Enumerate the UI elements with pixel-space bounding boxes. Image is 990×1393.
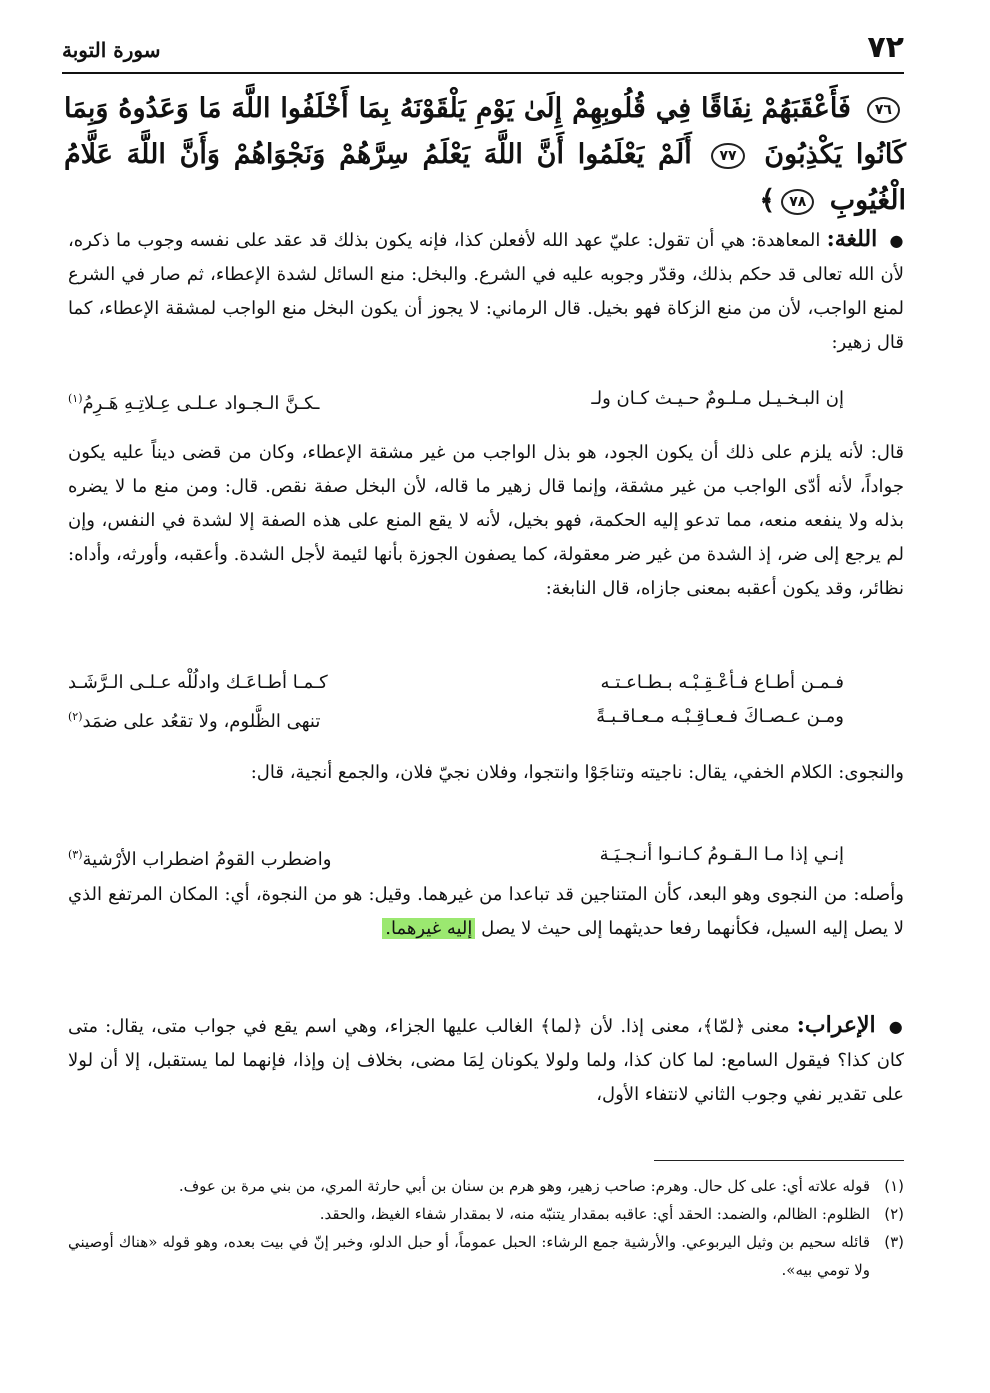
poem-line: [68, 700, 844, 739]
paragraph-explanation: قال: لأنه يلزم على ذلك أن يكون الجود، هو بذل الواجب من غير مشقة الإعطاء، وكان من قضى ديناً عليه يكون جواداً، لأنه أدّى الواجب من غير مشقة، وإنما قال زهير ما قاله، لأن البخل صفة نقص. قال: ومن منع ما لا يضره بذله ولا ينفعه منعه، مما تدعو إليه الحكمة، فهو بخيل، لأنه لا يقع المنع على هذه الصفة إلا لشدة في النفس، وإن لم يرجع إلى ضر، إذ الشدة من غير ضر معقولة، كما يصفون الجوزة بأنها لئيمة لأجل الشدة. وأعقبه، وأورثه، وأداه: نظائر، وقد يكون أعقبه بمعنى جازاه، قال النابغة:: [68, 442, 904, 599]
hemistich-right: فـمـن أطـاع فـأعْـقِـبْـه بـطـاعـتـه: [600, 672, 844, 693]
page-number: ٧٢: [867, 30, 904, 65]
lugha-paragraph-2: والبخل: منع السائل لشدة الإعطاء، ثم صار في الشرع لمنع الواجب، لأن من منع الزكاة فهو بخيل. قال الرماني: لا يجوز أن يكون البخل منع الواجب لمشقة الإعطاء، كما قال زهير:: [68, 264, 904, 353]
paragraph-origin: [68, 878, 904, 946]
page-header: [62, 28, 904, 68]
poem-line: [68, 382, 844, 421]
ayah-number-78: ٧٨: [781, 189, 814, 215]
footnote-text: قوله علاته أي: على كل حال. وهرم: صاحب زهير، وهو هرم بن سنان بن أبي حارثة المري، من بني مرة بن عوف.: [178, 1177, 870, 1195]
footnote-number: (١): [884, 1177, 904, 1195]
hemistich-left: تنهى الظَّلوم، ولا تقعُد على ضمَد$^{(٢)}$: [68, 710, 321, 732]
hemistich-left: واضطرب القومُ اضطراب الأرْشية$^{(٣)}$: [68, 848, 332, 870]
footnote-divider: [654, 1160, 904, 1161]
poem-suhaym: [68, 838, 844, 877]
header-rule: [62, 72, 904, 74]
poem-line: [68, 838, 844, 877]
poem-zuhair: [68, 382, 844, 421]
footnote-ref-1: (١): [68, 392, 83, 405]
footnote-ref-2: (٢): [68, 710, 83, 723]
hemistich-right: إنـي إذا مـا الـقـومُ كـانـوا أنـجـيَـة: [599, 844, 844, 865]
origin-text: وأصله: من النجوى وهو البعد، كأن المتناجين قد تباعدا من غيرهما. وقيل: هو من النجوة، أي: المكان المرتفع الذي لا يصل إليه السيل، فكأنهما رفعا حديثهما إلى حيث لا يصل: [68, 884, 905, 939]
hemistich-left: كـمـا أطـاعَـك وادلُلْه عـلـى الـرَّشَـد: [68, 672, 328, 693]
footnote-text: قائله سحيم بن وثيل اليربوعي. والأرشية جمع الرشاء: الحبل عموماً، أو حبل الدلو، وخبر إنّ في بيت بعده، وهو قوله «هناك أوصيني ولا تومي بيه».: [68, 1233, 870, 1279]
surah-name: سورة التوبة: [62, 38, 161, 62]
footnotes: [68, 1172, 904, 1284]
hemistich-right: إن البـخـيـل مـلـومٌ حـيـث كـان ولـ: [591, 388, 844, 409]
verse-77-78: أَلَمْ يَعْلَمُوا أَنَّ اللَّهَ يَعْلَمُ سِرَّهُمْ وَنَجْوَاهُمْ وَأَنَّ اللَّهَ عَلَّامُ الْغُيُوبِ: [64, 139, 906, 216]
footnote-ref-3: (٣): [68, 848, 83, 861]
paragraph-najwa: والنجوى: الكلام الخفي، يقال: ناجيته وتناجَوْا وانتجوا، وفلان نجيّ فلان، والجمع أنجية، قال:: [250, 762, 904, 783]
highlighted-text: إليه غيرهما.: [382, 918, 475, 939]
footnote-2: [68, 1200, 904, 1228]
footnote-3: [68, 1228, 904, 1284]
poem-nabigha: [68, 666, 844, 739]
footnote-number: (٣): [884, 1233, 904, 1251]
bullet-icon: ●: [888, 1017, 904, 1036]
quran-verses: [64, 86, 906, 224]
footnote-number: (٢): [884, 1205, 904, 1223]
hemistich-right: ومـن عـصـاكَ فـعـاقِـبْـه مـعـاقـبـةً: [596, 706, 844, 727]
ayah-number-77: ٧٧: [711, 143, 744, 169]
lugha-paragraph-1: المعاهدة: هي أن تقول: عليّ عهد الله لأفعلن كذا، فإنه يكون بذلك قد عقد على نفسه وجوب ما ذكره، لأن الله تعالى قد حكم بذلك، وقدّر وجوبه عليه في الشرع.: [68, 230, 904, 285]
irab-section: [68, 1008, 904, 1112]
footnote-1: [68, 1172, 904, 1200]
irab-text: معنى ﴿لمّا﴾، معنى إذا. لأن ﴿لما﴾ الغالب عليها الجزاء، وهي اسم يقع في جواب متى، يقال: متى كان كذا؟ فيقول السامع: لما كان كذا، ولما ولولا يكونان لِمَا مضى، بخلاف إن وإذا، فإنهما لما يستقبل، إلا أن لولا على تقدير نفي وجوب الثاني لانتفاء الأول،: [68, 1016, 904, 1105]
footnote-text: الظلوم: الظالم، والضمد: الحقد أي: عاقبه بمقدار يتنبّه منه، لا بمقدار شفاء الغيظ، والحقد.: [319, 1205, 870, 1223]
bullet-icon: ●: [889, 231, 904, 250]
ayah-number-76: ٧٦: [867, 97, 900, 123]
lugha-label: اللغة:: [826, 226, 878, 252]
poem-line: [68, 666, 844, 700]
verse-76: فَأَعْقَبَهُمْ نِفَاقًا فِي قُلُوبِهِمْ إِلَىٰ يَوْمِ يَلْقَوْنَهُ بِمَا أَخْلَفُوا اللَّهَ مَا وَعَدُوهُ وَبِمَا كَانُوا يَكْذِبُونَ: [64, 93, 906, 170]
lugha-section: [68, 222, 904, 360]
hemistich-left: ـكـنَّ الـجـواد عـلـى عِـلاتِـهِ هَـرِمُ$^{(١)}$: [68, 392, 320, 414]
irab-label: الإعراب:: [796, 1012, 876, 1038]
close-bracket: ﴾: [759, 185, 776, 216]
